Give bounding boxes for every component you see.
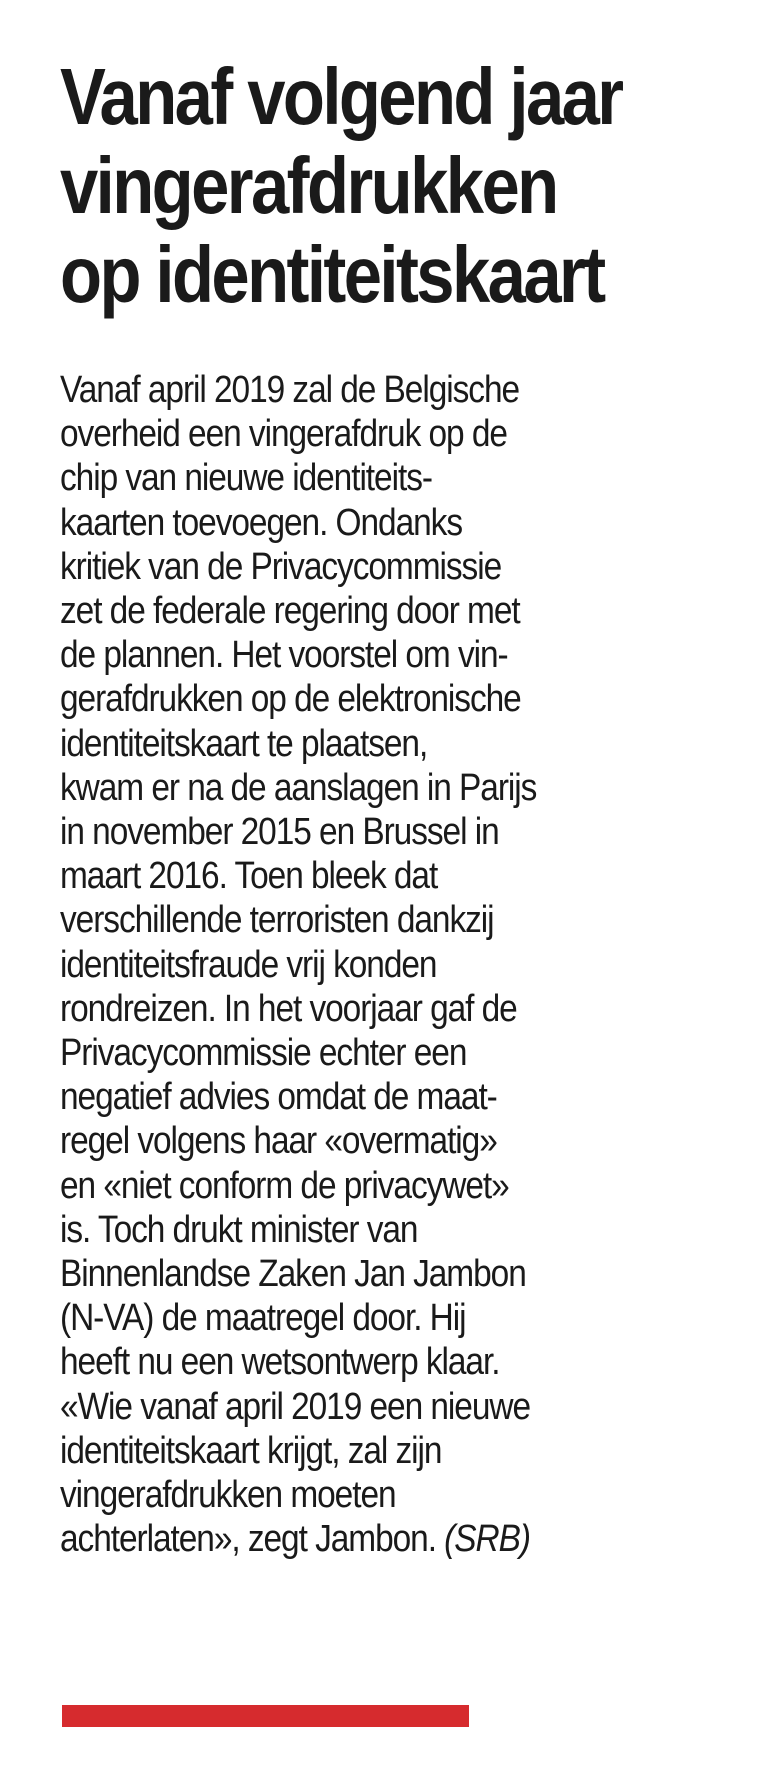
body-line-last bbox=[60, 1517, 764, 1561]
body-line: overheid een vingerafdruk op de bbox=[60, 413, 507, 456]
headline-line: op identiteitskaart bbox=[60, 230, 604, 319]
body-line: rondreizen. In het voorjaar gaf de bbox=[60, 987, 517, 1030]
body-line: kwam er na de aanslagen in Parijs bbox=[60, 766, 537, 809]
body-line: regel volgens haar «overmatig» bbox=[60, 1120, 497, 1163]
body-line: identiteitskaart krijgt, zal zijn bbox=[60, 1429, 442, 1472]
body-line: heeft nu een wetsontwerp klaar. bbox=[60, 1341, 500, 1384]
body-line: in november 2015 en Brussel in bbox=[60, 811, 499, 854]
body-line: en «niet conform de privacywet» bbox=[60, 1164, 509, 1207]
body-line: vingerafdrukken moeten bbox=[60, 1474, 396, 1517]
article bbox=[60, 52, 760, 1561]
body-line: chip van nieuwe identiteits- bbox=[60, 457, 432, 500]
body-line: de plannen. Het voorstel om vin- bbox=[60, 634, 508, 677]
body-line: identiteitskaart te plaatsen, bbox=[60, 722, 428, 765]
body-line: kaarten toevoegen. Ondanks bbox=[60, 501, 462, 544]
headline-line: vingerafdrukken bbox=[60, 141, 557, 230]
body-line: zet de federale regering door met bbox=[60, 590, 520, 633]
body-line: kritiek van de Privacycommissie bbox=[60, 545, 502, 588]
body-line: identiteitsfraude vrij konden bbox=[60, 943, 437, 986]
headline-line: Vanaf volgend jaar bbox=[60, 52, 622, 141]
body-line: Privacycommissie echter een bbox=[60, 1032, 467, 1075]
body-line: (N-VA) de maatregel door. Hij bbox=[60, 1297, 466, 1340]
body-line: verschillende terroristen dankzij bbox=[60, 899, 494, 942]
body-line: is. Toch drukt minister van bbox=[60, 1208, 418, 1251]
body-line: Binnenlandse Zaken Jan Jambon bbox=[60, 1253, 526, 1296]
article-body bbox=[60, 368, 764, 1561]
body-line: gerafdrukken op de elektronische bbox=[60, 678, 521, 721]
body-line: «Wie vanaf april 2019 een nieuwe bbox=[60, 1385, 531, 1428]
body-line: Vanaf april 2019 zal de Belgische bbox=[60, 369, 520, 411]
author-credit: (SRB) bbox=[444, 1518, 530, 1561]
body-line: negatief advies omdat de maat- bbox=[60, 1076, 497, 1119]
body-line-text: achterlaten», zegt Jambon. bbox=[60, 1518, 436, 1561]
headline bbox=[60, 52, 748, 319]
accent-rule bbox=[62, 1705, 469, 1727]
body-line: maart 2016. Toen bleek dat bbox=[60, 855, 438, 898]
